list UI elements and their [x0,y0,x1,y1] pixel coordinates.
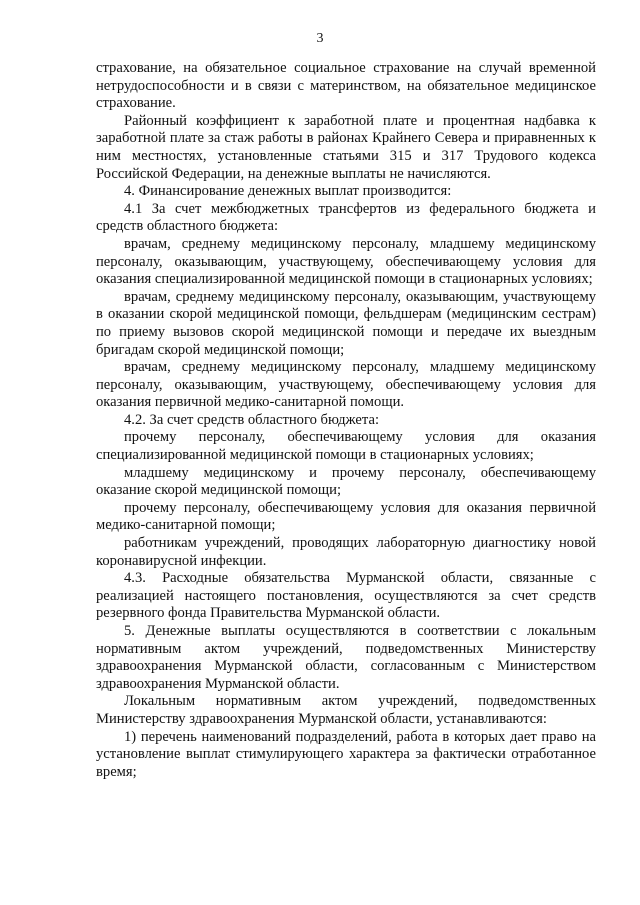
list-item-specialized-care: врачам, среднему медицинскому персоналу, младшему медицинскому персоналу, оказывающим, участвующему, обеспечивающему условия для оказания специализированной медицинской помощи в стационарных условиях; [96,235,596,288]
document-body [96,60,596,781]
list-item-1-departments: 1) перечень наименований подразделений, работа в которых дает право на установление выплат стимулирующего характера за фактически отработанное время; [96,728,596,780]
list-item-other-staff-primary: прочему персоналу, обеспечивающему условия для оказания первичной медико-санитарной помощи; [96,499,596,534]
paragraph-regional-coefficient: Районный коэффициент к заработной плате и процентная надбавка к заработной плате за стаж работы в районах Крайнего Севера и приравненных к ним местностях, установленные статьями 315 и 317 Трудового кодекса Российской Федерации, на денежные выплаты не начисляются. [96,112,596,182]
paragraph-section-4: 4. Финансирование денежных выплат производится: [124,183,452,200]
paragraph-local-act: Локальным нормативным актом учреждений, подведомственных Министерству здравоохранения Мурманской области, устанавливаются: [96,693,596,727]
list-item-primary-care: врачам, среднему медицинскому персоналу, младшему медицинскому персоналу, оказывающим, участвующему, обеспечивающему условия для оказания первичной медико-санитарной помощи. [96,359,596,411]
paragraph-section-4-2: 4.2. За счет средств областного бюджета: [124,411,379,428]
list-item-emergency-care: врачам, среднему медицинскому персоналу, оказывающим, участвующему в оказании скорой медицинской помощи, фельдшерам (медицинским сестрам) по приему вызовов скорой медицинской помощи и передаче их выездным бригадам скорой медицинской помощи; [96,288,596,358]
list-item-junior-staff-emergency: младшему медицинскому и прочему персоналу, обеспечивающему оказание скорой медицинской помощи; [96,464,596,499]
list-item-other-staff-specialized: прочему персоналу, обеспечивающему условия для оказания специализированной медицинской помощи в стационарных условиях; [96,429,596,464]
page-number: 3 [316,31,324,46]
paragraph-section-4-3: 4.3. Расходные обязательства Мурманской области, связанные с реализацией настоящего постановления, осуществляются за счет средств резервного фонда Правительства Мурманской области. [96,570,596,622]
paragraph-continuation: страхование, на обязательное социальное страхование на случай временной нетрудоспособности и в связи с материнством, на обязательное медицинское страхование. [96,60,596,112]
list-item-laboratory-workers: работникам учреждений, проводящих лабораторную диагностику новой коронавирусной инфекции. [96,535,596,569]
paragraph-section-4-1: 4.1 За счет межбюджетных трансфертов из федерального бюджета и средств областного бюджета: [96,200,596,235]
paragraph-section-5: 5. Денежные выплаты осуществляются в соответствии с локальным нормативным актом учреждений, подведомственных Министерству здравоохранения Мурманской области, согласованным с Министерством здравоохранения Мурманской области. [96,623,596,692]
